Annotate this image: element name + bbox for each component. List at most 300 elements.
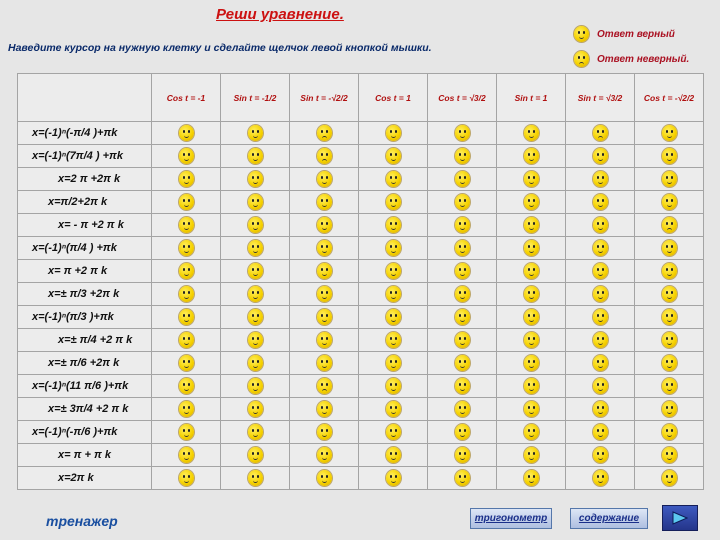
- answer-cell[interactable]: [221, 214, 290, 237]
- answer-cell[interactable]: [428, 214, 497, 237]
- smiley-icon[interactable]: [593, 263, 608, 279]
- equation-label: x=(-1)ⁿ(π/3 )+πk: [18, 306, 152, 329]
- equation-label: x=± π/3 +2π k: [18, 283, 152, 306]
- answer-cell[interactable]: [635, 191, 704, 214]
- answer-cell[interactable]: [635, 283, 704, 306]
- answer-cell[interactable]: [566, 191, 635, 214]
- smiley-icon[interactable]: [455, 355, 470, 371]
- smiley-icon[interactable]: [662, 424, 677, 440]
- table-row: [18, 398, 704, 421]
- answer-cell[interactable]: [497, 306, 566, 329]
- smiley-icon[interactable]: [317, 194, 332, 210]
- smiley-icon[interactable]: [386, 171, 401, 187]
- smiley-icon[interactable]: [455, 125, 470, 141]
- contents-button[interactable]: содержание: [570, 508, 648, 529]
- answer-cell[interactable]: [635, 375, 704, 398]
- answer-cell[interactable]: [221, 352, 290, 375]
- answer-cell[interactable]: [497, 237, 566, 260]
- equation-label: x=(-1)ⁿ(-π/4 )+πk: [18, 122, 152, 145]
- smiley-icon[interactable]: [317, 424, 332, 440]
- answer-cell[interactable]: [221, 145, 290, 168]
- smiley-icon[interactable]: [386, 309, 401, 325]
- smiley-icon[interactable]: [317, 217, 332, 233]
- answer-cell[interactable]: [497, 283, 566, 306]
- smiley-icon[interactable]: [662, 240, 677, 256]
- answer-cell[interactable]: [635, 122, 704, 145]
- answer-cell[interactable]: [635, 260, 704, 283]
- smiley-icon[interactable]: [524, 401, 539, 417]
- answer-cell[interactable]: [635, 145, 704, 168]
- answer-cell[interactable]: [290, 191, 359, 214]
- smiley-icon[interactable]: [593, 424, 608, 440]
- smiley-icon[interactable]: [662, 470, 677, 486]
- equation-label: x=(-1)ⁿ(11 π/6 )+πk: [18, 375, 152, 398]
- answer-cell[interactable]: [635, 168, 704, 191]
- smiley-icon[interactable]: [386, 194, 401, 210]
- smiley-icon[interactable]: [386, 217, 401, 233]
- answer-cell[interactable]: [635, 421, 704, 444]
- sad-face-icon[interactable]: [317, 378, 332, 394]
- smiley-icon[interactable]: [662, 309, 677, 325]
- equation-label: x=(-1)ⁿ(-π/6 )+πk: [18, 421, 152, 444]
- smiley-icon[interactable]: [662, 125, 677, 141]
- answer-cell[interactable]: [290, 237, 359, 260]
- answer-cell[interactable]: [497, 444, 566, 467]
- smiley-icon[interactable]: [248, 217, 263, 233]
- answer-cell[interactable]: [221, 444, 290, 467]
- answer-cell[interactable]: [152, 168, 221, 191]
- answer-cell[interactable]: [221, 421, 290, 444]
- answer-cell[interactable]: [428, 444, 497, 467]
- smiley-icon[interactable]: [524, 240, 539, 256]
- smiley-icon[interactable]: [662, 148, 677, 164]
- answer-cell[interactable]: [635, 237, 704, 260]
- smiley-icon[interactable]: [179, 148, 194, 164]
- answer-cell[interactable]: [152, 260, 221, 283]
- answer-cell[interactable]: [152, 421, 221, 444]
- equation-label: x=π/2+2π k: [18, 191, 152, 214]
- answer-cell[interactable]: [290, 260, 359, 283]
- answer-cell[interactable]: [428, 467, 497, 490]
- answer-cell[interactable]: [359, 191, 428, 214]
- smiley-icon[interactable]: [386, 424, 401, 440]
- answer-cell[interactable]: [359, 168, 428, 191]
- answer-cell[interactable]: [290, 421, 359, 444]
- answer-cell[interactable]: [497, 467, 566, 490]
- col-header: Cos t = 1: [359, 74, 428, 122]
- col-header: Cos t = -√2/2: [635, 74, 704, 122]
- answer-cell[interactable]: [221, 260, 290, 283]
- smiley-icon[interactable]: [662, 286, 677, 302]
- smiley-icon[interactable]: [248, 125, 263, 141]
- answer-cell[interactable]: [152, 145, 221, 168]
- answer-cell[interactable]: [497, 168, 566, 191]
- answer-cell[interactable]: [497, 329, 566, 352]
- smiley-icon[interactable]: [524, 309, 539, 325]
- smiley-icon[interactable]: [662, 401, 677, 417]
- answer-cell[interactable]: [152, 191, 221, 214]
- smiley-icon[interactable]: [524, 194, 539, 210]
- smiley-icon[interactable]: [248, 148, 263, 164]
- smiley-icon[interactable]: [179, 171, 194, 187]
- answer-cell[interactable]: [359, 122, 428, 145]
- smiley-icon[interactable]: [524, 355, 539, 371]
- answer-cell[interactable]: [635, 214, 704, 237]
- smiley-icon[interactable]: [179, 447, 194, 463]
- answer-cell[interactable]: [566, 329, 635, 352]
- smiley-icon[interactable]: [593, 401, 608, 417]
- answer-cell[interactable]: [290, 283, 359, 306]
- smiley-icon[interactable]: [248, 424, 263, 440]
- smiley-icon[interactable]: [179, 470, 194, 486]
- answer-cell[interactable]: [359, 306, 428, 329]
- sad-face-icon[interactable]: [662, 217, 677, 233]
- smiley-icon[interactable]: [386, 470, 401, 486]
- smiley-icon[interactable]: [179, 424, 194, 440]
- answer-cell[interactable]: [221, 398, 290, 421]
- smiley-icon[interactable]: [317, 263, 332, 279]
- answer-cell[interactable]: [290, 122, 359, 145]
- smiley-icon[interactable]: [593, 355, 608, 371]
- answer-cell[interactable]: [152, 398, 221, 421]
- smiley-icon[interactable]: [662, 355, 677, 371]
- answer-cell[interactable]: [359, 352, 428, 375]
- smiley-icon[interactable]: [248, 309, 263, 325]
- table-row: [18, 329, 704, 352]
- answer-cell[interactable]: [566, 375, 635, 398]
- smiley-icon[interactable]: [524, 378, 539, 394]
- instruction-text: Наведите курсор на нужную клетку и сделайте щелчок левой кнопкой мышки.: [8, 42, 432, 54]
- answer-cell[interactable]: [152, 214, 221, 237]
- smiley-icon[interactable]: [317, 401, 332, 417]
- answer-cell[interactable]: [152, 467, 221, 490]
- smiley-icon[interactable]: [317, 240, 332, 256]
- answer-cell[interactable]: [497, 421, 566, 444]
- smiley-icon[interactable]: [179, 378, 194, 394]
- answer-cell[interactable]: [359, 237, 428, 260]
- smiley-icon[interactable]: [317, 286, 332, 302]
- answer-cell[interactable]: [428, 398, 497, 421]
- smiley-icon[interactable]: [593, 240, 608, 256]
- smiley-icon[interactable]: [524, 171, 539, 187]
- smiley-icon[interactable]: [593, 217, 608, 233]
- smiley-icon[interactable]: [662, 263, 677, 279]
- smiley-icon[interactable]: [524, 447, 539, 463]
- smiley-icon[interactable]: [248, 286, 263, 302]
- answer-cell[interactable]: [152, 329, 221, 352]
- smiley-icon[interactable]: [386, 263, 401, 279]
- answer-cell[interactable]: [221, 329, 290, 352]
- smiley-icon[interactable]: [248, 447, 263, 463]
- answer-cell[interactable]: [428, 352, 497, 375]
- answer-cell[interactable]: [497, 352, 566, 375]
- answer-cell[interactable]: [497, 214, 566, 237]
- smiley-icon[interactable]: [179, 332, 194, 348]
- smiley-icon[interactable]: [248, 401, 263, 417]
- answer-cell[interactable]: [359, 260, 428, 283]
- smiley-icon[interactable]: [524, 424, 539, 440]
- answer-cell[interactable]: [566, 145, 635, 168]
- answer-cell[interactable]: [635, 398, 704, 421]
- answer-cell[interactable]: [497, 191, 566, 214]
- equation-label: x= - π +2 π k: [18, 214, 152, 237]
- smiley-icon[interactable]: [593, 148, 608, 164]
- smiley-icon[interactable]: [524, 263, 539, 279]
- smiley-icon[interactable]: [524, 286, 539, 302]
- answer-cell[interactable]: [497, 375, 566, 398]
- answer-cell[interactable]: [566, 260, 635, 283]
- smiley-icon[interactable]: [317, 309, 332, 325]
- answer-cell[interactable]: [290, 398, 359, 421]
- answer-cell[interactable]: [221, 191, 290, 214]
- equation-label: x=± π/6 +2π k: [18, 352, 152, 375]
- smiley-icon[interactable]: [386, 240, 401, 256]
- answer-cell[interactable]: [497, 145, 566, 168]
- answer-cell[interactable]: [359, 145, 428, 168]
- col-header: Cos t = -1: [152, 74, 221, 122]
- smiley-icon[interactable]: [455, 309, 470, 325]
- col-header: Sin t = √3/2: [566, 74, 635, 122]
- smiley-icon[interactable]: [179, 263, 194, 279]
- smiley-icon[interactable]: [455, 148, 470, 164]
- answer-cell[interactable]: [428, 329, 497, 352]
- smiley-icon[interactable]: [179, 240, 194, 256]
- answer-cell[interactable]: [428, 260, 497, 283]
- answer-cell[interactable]: [497, 398, 566, 421]
- answer-cell[interactable]: [566, 398, 635, 421]
- smiley-icon[interactable]: [593, 171, 608, 187]
- smiley-icon[interactable]: [179, 401, 194, 417]
- table-row: [18, 375, 704, 398]
- answer-cell[interactable]: [428, 306, 497, 329]
- table-row: [18, 168, 704, 191]
- smiley-icon[interactable]: [386, 125, 401, 141]
- answer-cell[interactable]: [290, 467, 359, 490]
- legend-wrong-label: Ответ неверный.: [597, 53, 690, 65]
- smiley-icon[interactable]: [455, 470, 470, 486]
- arrow-right-icon: [671, 511, 689, 525]
- smiley-icon[interactable]: [593, 194, 608, 210]
- answer-cell[interactable]: [566, 168, 635, 191]
- answer-cell[interactable]: [566, 421, 635, 444]
- sad-face-icon[interactable]: [593, 125, 608, 141]
- smiley-icon[interactable]: [524, 332, 539, 348]
- equation-label: x= π + π k: [18, 444, 152, 467]
- answer-cell[interactable]: [428, 283, 497, 306]
- smiley-icon[interactable]: [248, 355, 263, 371]
- answer-cell[interactable]: [221, 168, 290, 191]
- smiley-icon[interactable]: [317, 447, 332, 463]
- smiley-icon[interactable]: [386, 401, 401, 417]
- smiley-icon[interactable]: [386, 148, 401, 164]
- answer-cell[interactable]: [359, 467, 428, 490]
- answer-cell[interactable]: [359, 375, 428, 398]
- answer-cell[interactable]: [428, 237, 497, 260]
- smiley-icon[interactable]: [248, 171, 263, 187]
- answer-cell[interactable]: [152, 283, 221, 306]
- smiley-icon[interactable]: [455, 401, 470, 417]
- equation-label: x=2 π +2π k: [18, 168, 152, 191]
- equation-label: x=± π/4 +2 π k: [18, 329, 152, 352]
- answer-cell[interactable]: [359, 444, 428, 467]
- answer-cell[interactable]: [428, 122, 497, 145]
- answer-cell[interactable]: [566, 283, 635, 306]
- answer-grid: [17, 73, 704, 490]
- answer-cell[interactable]: [152, 237, 221, 260]
- smiley-icon[interactable]: [179, 194, 194, 210]
- answer-cell[interactable]: [290, 214, 359, 237]
- answer-cell[interactable]: [428, 191, 497, 214]
- table-row: [18, 283, 704, 306]
- smiley-icon[interactable]: [593, 378, 608, 394]
- answer-cell[interactable]: [152, 352, 221, 375]
- smiley-icon[interactable]: [386, 332, 401, 348]
- smiley-icon[interactable]: [455, 424, 470, 440]
- smiley-icon: [574, 26, 589, 42]
- answer-cell[interactable]: [428, 168, 497, 191]
- answer-cell[interactable]: [221, 283, 290, 306]
- smiley-icon[interactable]: [317, 355, 332, 371]
- table-row: [18, 237, 704, 260]
- trainer-label: тренажер: [46, 513, 118, 529]
- smiley-icon[interactable]: [386, 286, 401, 302]
- answer-cell[interactable]: [290, 444, 359, 467]
- sad-face-icon[interactable]: [317, 125, 332, 141]
- smiley-icon[interactable]: [248, 378, 263, 394]
- smiley-icon[interactable]: [593, 286, 608, 302]
- smiley-icon[interactable]: [662, 171, 677, 187]
- answer-cell[interactable]: [497, 260, 566, 283]
- answer-cell[interactable]: [290, 352, 359, 375]
- table-row: [18, 214, 704, 237]
- smiley-icon[interactable]: [662, 378, 677, 394]
- smiley-icon[interactable]: [593, 447, 608, 463]
- page-title: Реши уравнение.: [216, 6, 344, 23]
- answer-cell[interactable]: [566, 237, 635, 260]
- answer-cell[interactable]: [428, 375, 497, 398]
- answer-cell[interactable]: [221, 467, 290, 490]
- equation-label: x=(-1)ⁿ(7π/4 ) +πk: [18, 145, 152, 168]
- smiley-icon[interactable]: [317, 332, 332, 348]
- answer-cell[interactable]: [359, 329, 428, 352]
- smiley-icon[interactable]: [662, 194, 677, 210]
- smiley-icon[interactable]: [593, 332, 608, 348]
- smiley-icon[interactable]: [248, 240, 263, 256]
- answer-cell[interactable]: [635, 467, 704, 490]
- answer-cell[interactable]: [359, 214, 428, 237]
- smiley-icon[interactable]: [455, 378, 470, 394]
- next-button[interactable]: [662, 505, 698, 531]
- equation-label: x= π +2 π k: [18, 260, 152, 283]
- smiley-icon[interactable]: [524, 470, 539, 486]
- trigonometer-button[interactable]: тригонометр: [470, 508, 552, 529]
- answer-cell[interactable]: [566, 214, 635, 237]
- answer-cell[interactable]: [497, 122, 566, 145]
- answer-cell[interactable]: [566, 467, 635, 490]
- answer-cell[interactable]: [290, 375, 359, 398]
- answer-cell[interactable]: [152, 444, 221, 467]
- answer-cell[interactable]: [359, 421, 428, 444]
- answer-cell[interactable]: [428, 145, 497, 168]
- smiley-icon[interactable]: [593, 470, 608, 486]
- answer-cell[interactable]: [566, 352, 635, 375]
- smiley-icon[interactable]: [386, 355, 401, 371]
- answer-cell[interactable]: [290, 168, 359, 191]
- answer-cell[interactable]: [566, 444, 635, 467]
- smiley-icon[interactable]: [386, 378, 401, 394]
- smiley-icon[interactable]: [248, 194, 263, 210]
- smiley-icon[interactable]: [524, 125, 539, 141]
- smiley-icon[interactable]: [179, 125, 194, 141]
- answer-cell[interactable]: [359, 398, 428, 421]
- smiley-icon[interactable]: [248, 263, 263, 279]
- smiley-icon[interactable]: [455, 240, 470, 256]
- col-header: Sin t = -√2/2: [290, 74, 359, 122]
- equation-label: x=(-1)ⁿ(π/4 ) +πk: [18, 237, 152, 260]
- smiley-icon[interactable]: [179, 217, 194, 233]
- answer-cell[interactable]: [635, 329, 704, 352]
- smiley-icon[interactable]: [662, 332, 677, 348]
- smiley-icon[interactable]: [662, 447, 677, 463]
- smiley-icon[interactable]: [248, 470, 263, 486]
- smiley-icon[interactable]: [455, 263, 470, 279]
- smiley-icon[interactable]: [317, 171, 332, 187]
- answer-cell[interactable]: [221, 306, 290, 329]
- answer-cell[interactable]: [359, 283, 428, 306]
- answer-cell[interactable]: [152, 122, 221, 145]
- answer-cell[interactable]: [221, 122, 290, 145]
- table-row: [18, 145, 704, 168]
- answer-cell[interactable]: [290, 306, 359, 329]
- equation-label: x=± 3π/4 +2 π k: [18, 398, 152, 421]
- answer-cell[interactable]: [290, 145, 359, 168]
- smiley-icon[interactable]: [524, 148, 539, 164]
- sad-face-icon[interactable]: [317, 148, 332, 164]
- answer-cell[interactable]: [221, 375, 290, 398]
- smiley-icon[interactable]: [455, 447, 470, 463]
- smiley-icon[interactable]: [593, 309, 608, 325]
- answer-cell[interactable]: [635, 306, 704, 329]
- smiley-icon[interactable]: [455, 171, 470, 187]
- smiley-icon[interactable]: [248, 332, 263, 348]
- answer-cell[interactable]: [635, 444, 704, 467]
- smiley-icon[interactable]: [455, 332, 470, 348]
- answer-cell[interactable]: [152, 306, 221, 329]
- answer-cell[interactable]: [566, 306, 635, 329]
- smiley-icon[interactable]: [386, 447, 401, 463]
- col-header: Sin t = 1: [497, 74, 566, 122]
- smiley-icon[interactable]: [455, 194, 470, 210]
- smiley-icon[interactable]: [179, 355, 194, 371]
- answer-cell[interactable]: [566, 122, 635, 145]
- table-row: [18, 421, 704, 444]
- answer-cell[interactable]: [152, 375, 221, 398]
- answer-cell[interactable]: [290, 329, 359, 352]
- answer-cell[interactable]: [221, 237, 290, 260]
- table-row: [18, 444, 704, 467]
- smiley-icon[interactable]: [455, 217, 470, 233]
- smiley-icon[interactable]: [455, 286, 470, 302]
- smiley-icon[interactable]: [179, 286, 194, 302]
- answer-cell[interactable]: [428, 421, 497, 444]
- smiley-icon[interactable]: [524, 217, 539, 233]
- smiley-icon[interactable]: [317, 470, 332, 486]
- legend-wrong: [574, 51, 689, 67]
- corner-cell: [18, 74, 152, 122]
- legend-correct-label: Ответ верный: [597, 28, 675, 40]
- answer-cell[interactable]: [635, 352, 704, 375]
- smiley-icon[interactable]: [179, 309, 194, 325]
